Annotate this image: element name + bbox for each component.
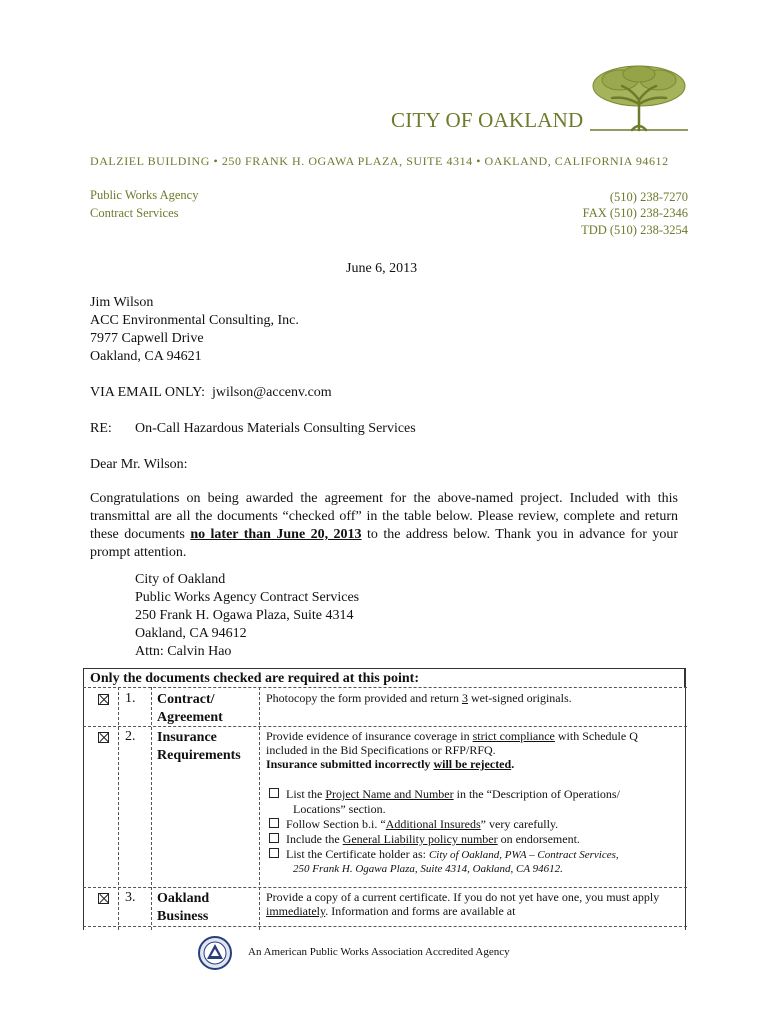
re-label: RE: [90,421,112,436]
warning-text: . [511,757,515,771]
city-name: CITY OF OAKLAND [391,108,584,132]
agency-name: Public Works Agency [90,188,199,202]
letter-date: June 6, 2013 [346,261,418,276]
bullet-text: in the “Description of Operations/ [453,787,620,801]
desc-text: Provide a copy of a current certificate. If you do not yet have one, you must apply [266,890,660,904]
warning-text: Insurance submitted incorrectly [266,757,434,771]
row-description [266,691,678,705]
bullet-text: ” very carefully. [480,817,559,831]
certificate-holder: City of Oakland, PWA – Contract Services, [428,849,619,861]
certificate-holder-address: 250 Frank H. Ogawa Plaza, Suite 4314, Oakland, CA 94612. [293,863,563,875]
body-paragraph [90,490,678,562]
empty-checkbox-icon[interactable] [269,833,279,843]
bullet-text: on endorsement. [497,832,580,846]
body-text-1: Congratulations on being awarded the agreement for the above-named project. Included with this transmittal are all the documents “checked off” in the table below. Please review, complete and return these documents [90,491,678,542]
checklist-item [269,847,619,862]
desc-text: . Information and forms are available at [325,904,516,918]
row-title-line: Requirements [157,748,241,763]
desc-text: with Schedule Q included in the Bid Specifications or RFP/RFQ. [266,729,638,757]
row-title [157,890,209,926]
bullet-emphasis: Project Name and Number [325,787,454,801]
via-email[interactable]: jwilson@accenv.com [212,385,332,400]
bullet-emphasis: Additional Insureds [385,817,481,831]
row-title [157,729,241,765]
body-text-2: to the address below. Thank you in advance for your prompt attention. [90,527,679,560]
oak-tree-logo [590,64,688,132]
row-number: 2. [125,729,136,744]
desc-text: Photocopy the form provided and return [266,691,462,705]
via-line [90,384,332,402]
bullet-text: List the Certificate holder as: [286,847,429,861]
return-address-line-1: City of Oakland [135,572,226,587]
row-title-line: Agreement [157,710,223,725]
row-number: 1. [125,691,136,706]
row-title-line: Business [157,909,209,924]
return-address-line-5: Attn: Calvin Hao [135,644,232,659]
checked-checkbox-icon[interactable] [98,732,109,743]
table-header: Only the documents checked are required at this point: [83,668,685,687]
checked-checkbox-icon[interactable] [98,893,109,904]
checklist-item [269,817,558,831]
empty-checkbox-icon[interactable] [269,818,279,828]
recipient-city: Oakland, CA 94621 [90,349,202,364]
bullet-emphasis: General Liability policy number [342,832,498,846]
bullet-text: Include the [286,832,343,846]
tdd-number: TDD (510) 238-3254 [581,223,688,237]
checklist-item [269,832,580,846]
building-address: DALZIEL BUILDING • 250 FRANK H. OGAWA PLAZA, SUITE 4314 • OAKLAND, CALIFORNIA 94612 [90,154,669,168]
desc-emphasis: immediately [266,904,326,918]
row-title-line: Oakland [157,891,210,906]
recipient-company: ACC Environmental Consulting, Inc. [90,313,299,328]
recipient-street: 7977 Capwell Drive [90,331,204,346]
checklist-item-continued: Locations” section. [293,802,386,816]
row-description [266,729,678,757]
row-title-line: Insurance [157,730,217,745]
re-subject: On-Call Hazardous Materials Consulting Services [135,421,416,436]
bullet-text: Follow Section b.i. “ [286,817,386,831]
phone-number: (510) 238-7270 [609,190,688,204]
column-divider [151,687,152,930]
empty-checkbox-icon[interactable] [269,848,279,858]
row-number: 3. [125,890,136,905]
salutation: Dear Mr. Wilson: [90,457,188,472]
row-divider [83,687,687,688]
desc-text: wet-signed originals. [467,691,572,705]
row-title-line: Contract/ [157,692,215,707]
checked-checkbox-icon[interactable] [98,694,109,705]
column-divider [118,687,119,930]
rejection-warning [266,757,514,771]
row-divider [83,926,687,927]
accreditation-text: An American Public Works Association Accredited Agency [248,946,510,958]
apwa-seal-icon [197,935,233,971]
table-border-right [685,668,687,930]
table-border-left [83,687,85,930]
deadline: no later than June 20, 2013 [190,527,362,542]
column-divider [259,687,260,930]
documents-table [83,668,687,930]
desc-emphasis: 3 [461,691,468,705]
row-title [157,691,223,727]
desc-emphasis: strict compliance [472,729,555,743]
fax-number: FAX (510) 238-2346 [582,206,688,220]
return-address-line-2: Public Works Agency Contract Services [135,590,360,605]
recipient-name: Jim Wilson [90,295,154,310]
desc-text: Provide evidence of insurance coverage in [266,729,473,743]
bullet-text: List the [286,787,326,801]
return-address-line-3: 250 Frank H. Ogawa Plaza, Suite 4314 [135,608,354,623]
checklist-item [269,787,620,801]
division-name: Contract Services [90,206,179,220]
return-address-line-4: Oakland, CA 94612 [135,626,247,641]
warning-emphasis: will be rejected [433,757,512,771]
row-divider [83,887,687,888]
via-label: VIA EMAIL ONLY: [90,385,206,400]
row-description [266,890,678,918]
empty-checkbox-icon[interactable] [269,788,279,798]
